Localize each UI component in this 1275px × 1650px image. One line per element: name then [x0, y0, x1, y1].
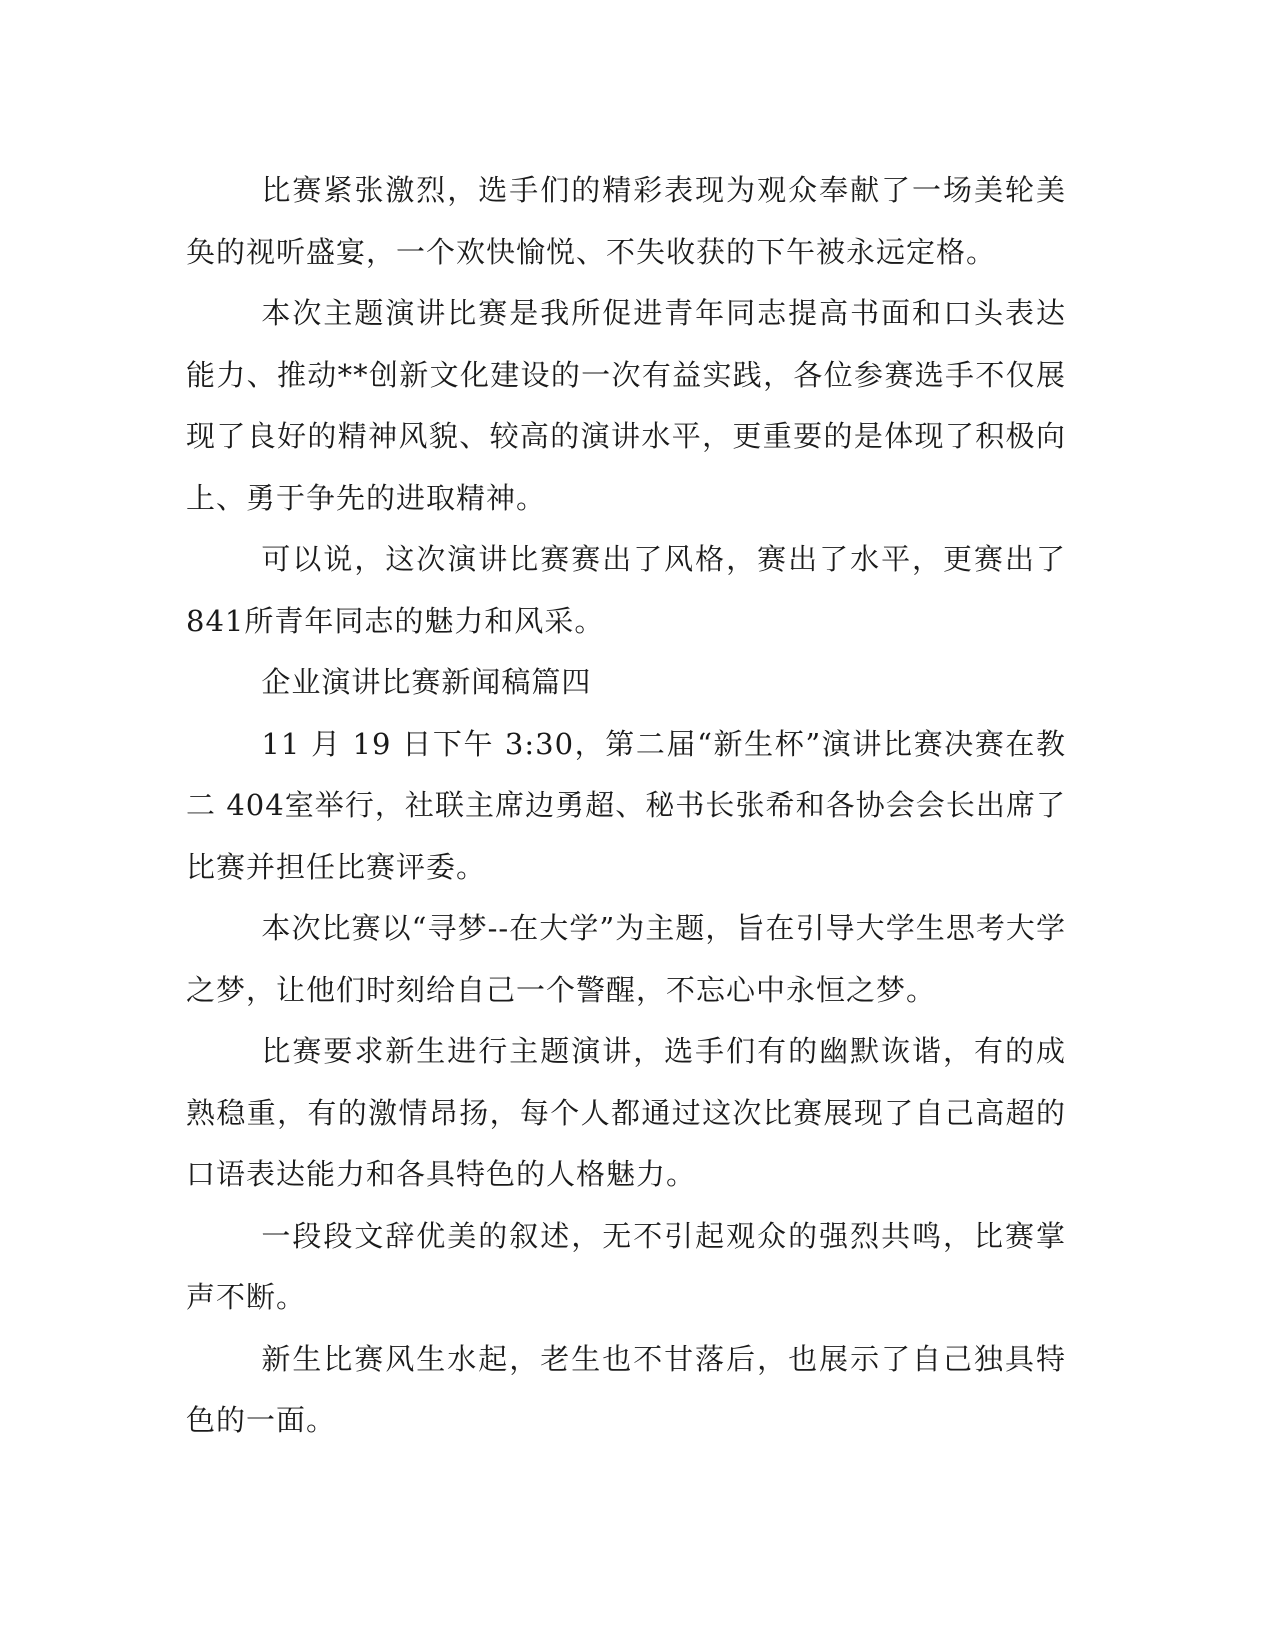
section-heading: 企业演讲比赛新闻稿篇四 [261, 665, 592, 699]
paragraph-competition-intense: 比赛紧张激烈，选手们的精彩表现为观众奉献了一场美轮美奂的视听盛宴，一个欢快愉悦、不失收获的下午被永远定格。 [186, 173, 1066, 269]
paragraph-theme-speech-practice: 本次主题演讲比赛是我所促进青年同志提高书面和口头表达能力、推动**创新文化建设的一次有益实践，各位参赛选手不仅展现了良好的精神风貌、较高的演讲水平，更重要的是体现了积极向上、勇于争先的进取精神。 [186, 296, 1066, 515]
paragraph-final-event: 11 月 19 日下午 3:30，第二届“新生杯”演讲比赛决赛在教二 404室举行，社联主席边勇超、秘书长张希和各协会会长出席了比赛并担任比赛评委。 [186, 726, 1066, 884]
paragraph-speech-requirements: 比赛要求新生进行主题演讲，选手们有的幽默诙谐，有的成熟稳重，有的激情昂扬，每个人都通过这次比赛展现了自己高超的口语表达能力和各具特色的人格魅力。 [186, 1034, 1066, 1191]
paragraph-style-level: 可以说，这次演讲比赛赛出了风格，赛出了水平，更赛出了 841所青年同志的魅力和风采。 [186, 542, 1066, 638]
document-body [186, 160, 1066, 1452]
paragraph-seniors: 新生比赛风生水起，老生也不甘落后，也展示了自己独具特色的一面。 [186, 1341, 1066, 1437]
paragraph-theme-dream: 本次比赛以“寻梦--在大学”为主题，旨在引导大学生思考大学之梦，让他们时刻给自己一个警醒，不忘心中永恒之梦。 [186, 911, 1066, 1007]
paragraph-audience-resonance: 一段段文辞优美的叙述，无不引起观众的强烈共鸣，比赛掌声不断。 [186, 1218, 1066, 1314]
